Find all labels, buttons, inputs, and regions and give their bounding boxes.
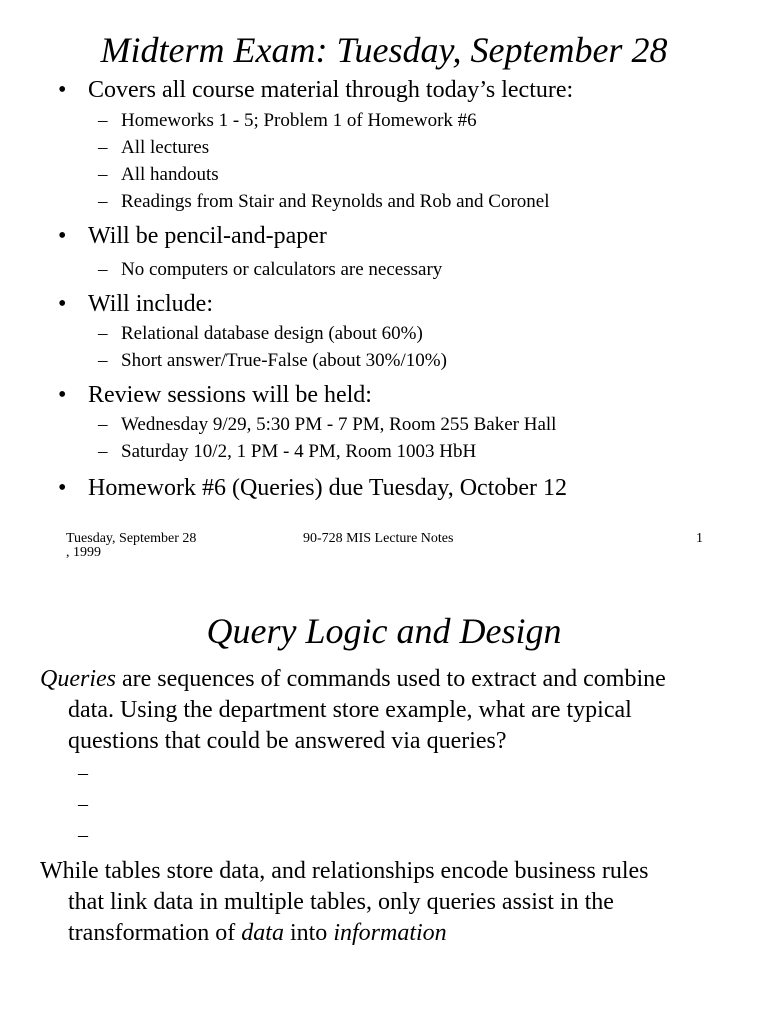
bullet-covers-material <box>58 76 573 104</box>
slide-title: Query Logic and Design <box>206 611 562 651</box>
footer-date-line2: , 1999 <box>66 545 101 560</box>
bullet-will-include <box>58 290 213 318</box>
bullet-icon: • <box>58 475 67 501</box>
bullet-text: Covers all course material through today’s lecture: <box>88 77 574 103</box>
paragraph-line: questions that could be answered via queries? <box>68 728 507 754</box>
sub-item <box>98 136 209 160</box>
sub-item-text: All handouts <box>121 164 219 185</box>
dash-icon: – <box>98 323 108 344</box>
paragraph-text: into <box>283 920 334 946</box>
dash-icon: – <box>98 350 108 371</box>
footer-page-number: 1 <box>696 531 703 546</box>
blank-dash-item: – <box>78 793 88 815</box>
dash-icon: – <box>98 137 108 158</box>
bullet-text: Will be pencil-and-paper <box>88 223 327 249</box>
sub-item-text: All lectures <box>121 137 210 158</box>
bullet-text: Review sessions will be held: <box>88 382 372 408</box>
term-queries: Queries <box>40 666 116 692</box>
paragraph-line <box>40 664 740 695</box>
sub-item-text: Saturday 10/2, 1 PM - 4 PM, Room 1003 HbH <box>121 441 477 462</box>
paragraph-line: While tables store data, and relationships encode business rules <box>40 858 649 884</box>
footer-date-line1: Tuesday, September 28 <box>66 531 197 546</box>
paragraph-queries-definition <box>40 664 740 757</box>
dash-icon: – <box>98 441 108 462</box>
paragraph-line <box>40 918 740 949</box>
blank-dash-item: – <box>78 762 88 784</box>
bullet-text: Will include: <box>88 291 214 317</box>
bullet-homework-due <box>58 474 567 502</box>
blank-dash-item: – <box>78 824 88 846</box>
sub-item-text: Readings from Stair and Reynolds and Rob and Coronel <box>121 191 550 212</box>
footer-course: 90-728 MIS Lecture Notes <box>303 531 454 546</box>
bullet-review-sessions <box>58 381 372 409</box>
sub-item-text: No computers or calculators are necessary <box>121 259 443 280</box>
sub-item <box>98 258 442 282</box>
bullet-icon: • <box>58 77 67 103</box>
dash-icon: – <box>98 164 108 185</box>
sub-item-text: Homeworks 1 - 5; Problem 1 of Homework #6 <box>121 110 477 131</box>
paragraph-line: that link data in multiple tables, only queries assist in the <box>68 889 614 915</box>
dash-icon: – <box>98 110 108 131</box>
sub-item <box>98 440 476 464</box>
sub-item <box>98 163 219 187</box>
paragraph-tables-relationships <box>40 856 740 949</box>
paragraph-text: transformation of <box>68 920 242 946</box>
sub-item <box>98 349 447 373</box>
sub-item-text: Wednesday 9/29, 5:30 PM - 7 PM, Room 255 Baker Hall <box>121 414 557 435</box>
term-information: information <box>333 920 447 946</box>
bullet-pencil-paper <box>58 222 327 250</box>
sub-item-text: Relational database design (about 60%) <box>121 323 423 344</box>
bullet-icon: • <box>58 291 67 317</box>
paragraph-line: data. Using the department store example, what are typical <box>68 697 632 723</box>
slide-title: Midterm Exam: Tuesday, September 28 <box>100 30 668 70</box>
slide-query-logic <box>0 575 768 1024</box>
term-data: data <box>241 920 284 946</box>
sub-item <box>98 190 550 214</box>
sub-item-text: Short answer/True-False (about 30%/10%) <box>121 350 447 371</box>
sub-item <box>98 109 477 133</box>
sub-item <box>98 322 423 346</box>
footer-date <box>66 532 226 560</box>
bullet-icon: • <box>58 223 67 249</box>
dash-icon: – <box>98 191 108 212</box>
paragraph-text: are sequences of commands used to extract and combine <box>115 666 666 692</box>
bullet-text: Homework #6 (Queries) due Tuesday, October 12 <box>88 475 568 501</box>
dash-icon: – <box>98 414 108 435</box>
sub-item <box>98 413 556 437</box>
bullet-icon: • <box>58 382 67 408</box>
dash-icon: – <box>98 259 108 280</box>
